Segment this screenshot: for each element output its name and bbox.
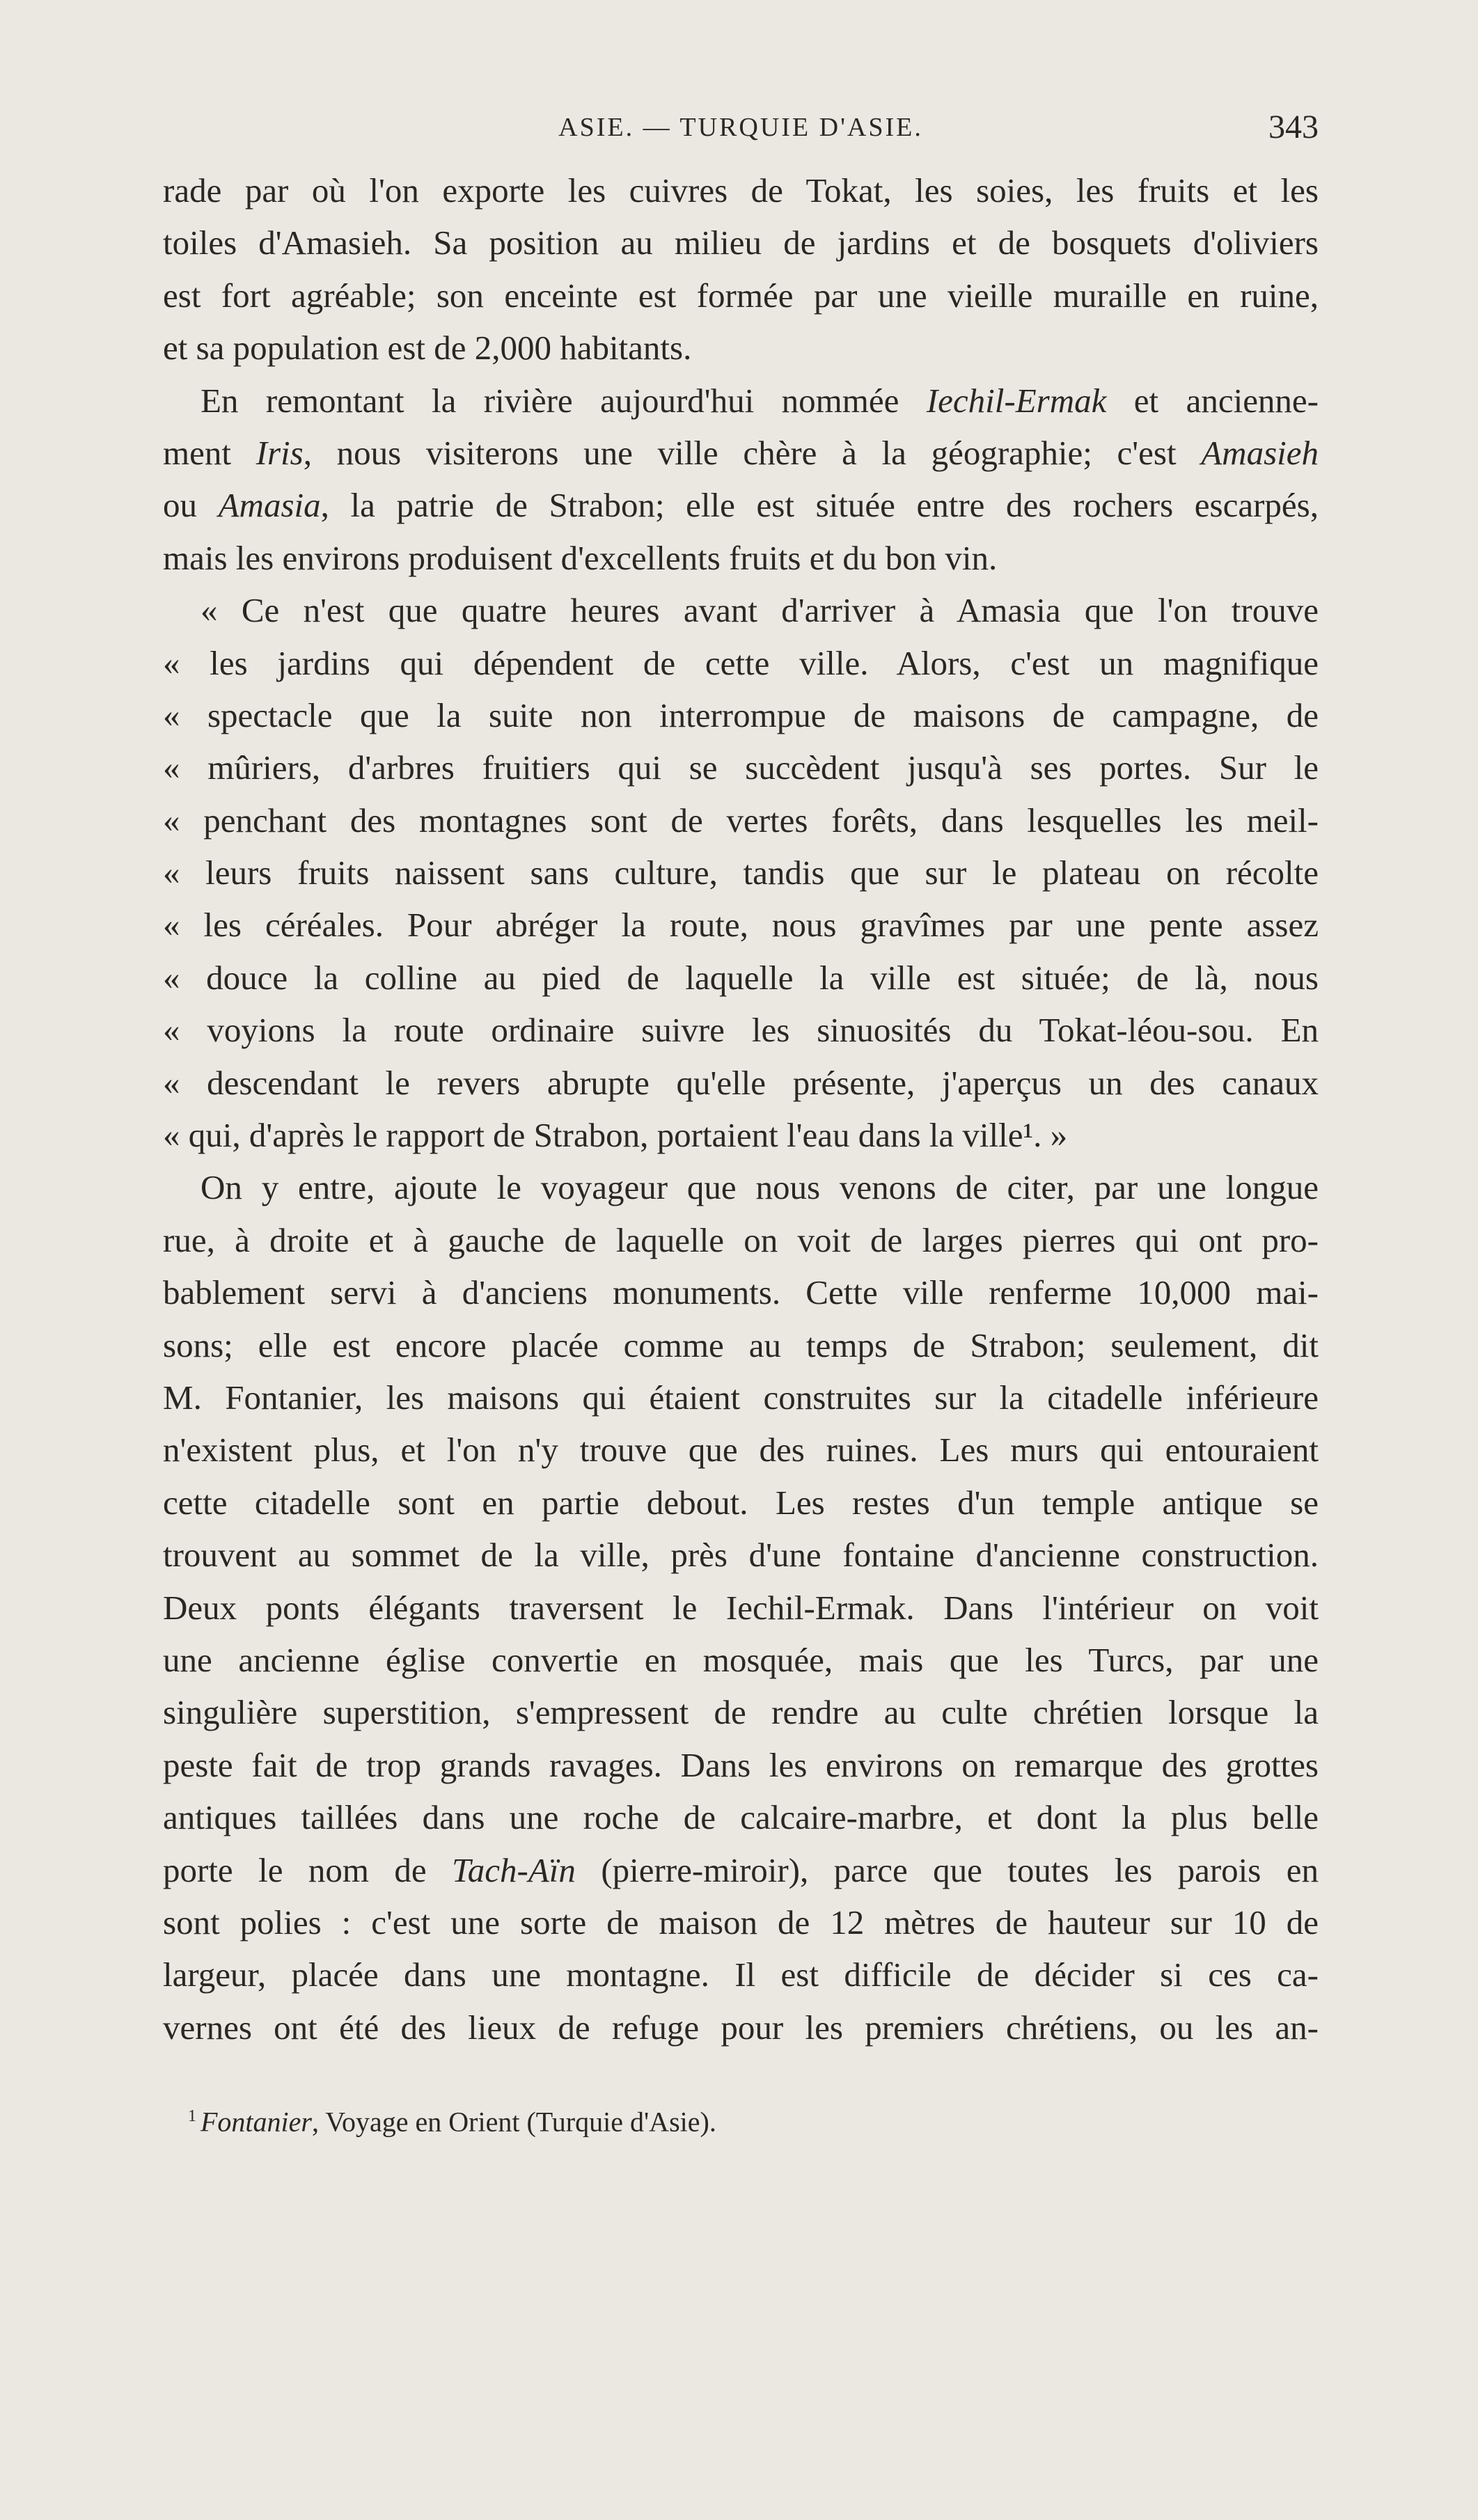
text-line: et sa population est de 2,000 habitants. — [163, 329, 692, 368]
text-line: M. Fontanier, les maisons qui étaient construites sur la citadelle inférieure — [163, 1378, 1319, 1417]
running-title: ASIE. — TURQUIE D'ASIE. — [558, 113, 923, 142]
text-line: Deux ponts élégants traversent le Iechil-Ermak. Dans l'intérieur on voit — [163, 1588, 1319, 1627]
text-line: peste fait de trop grands ravages. Dans les environs on remarque des grottes — [163, 1745, 1319, 1784]
text-line: cette citadelle sont en partie debout. Les restes d'un temple antique se — [163, 1483, 1319, 1522]
place-name: Iris — [255, 433, 304, 472]
text-line: mais les environs produisent d'excellents fruits et du bon vin. — [163, 538, 998, 577]
text-line — [163, 375, 1319, 427]
text-run: porte le nom de — [163, 1850, 453, 1889]
text-line: rade par où l'on exporte les cuivres de Tokat, les soies, les fruits et les — [163, 171, 1319, 210]
quote-line: « descendant le revers abrupte qu'elle présente, j'aperçus un des canaux — [163, 1063, 1319, 1102]
quote-line: « qui, d'après le rapport de Strabon, portaient l'eau dans la ville¹. » — [163, 1116, 1068, 1155]
text-line — [163, 479, 1319, 531]
text-line: sont polies : c'est une sorte de maison de 12 mètres de hauteur sur 10 de — [163, 1903, 1319, 1942]
text-line — [163, 427, 1319, 479]
text-line: bablement servi à d'anciens monuments. Cette ville renferme 10,000 mai- — [163, 1273, 1319, 1312]
quote-line: « les jardins qui dépendent de cette ville. Alors, c'est un magnifique — [163, 643, 1319, 682]
page-header — [163, 103, 1319, 152]
footnote-author: Fontanier — [201, 2106, 312, 2138]
page-number: 343 — [1268, 109, 1319, 145]
text-run: et ancienne- — [1106, 381, 1319, 420]
quote-line: « voyions la route ordinaire suivre les sinuosités du Tokat-léou-sou. En — [163, 1011, 1319, 1050]
text-run: ou — [163, 486, 219, 525]
place-name: Amasia — [218, 486, 321, 525]
text-line: vernes ont été des lieux de refuge pour les premiers chrétiens, ou les an- — [163, 2008, 1319, 2047]
text-run: , nous visiterons une ville chère à la géographie; c'est — [303, 433, 1202, 472]
quote-line: « mûriers, d'arbres fruitiers qui se succèdent jusqu'à ses portes. Sur le — [163, 748, 1319, 787]
text-line: rue, à droite et à gauche de laquelle on voit de larges pierres qui ont pro- — [163, 1220, 1319, 1259]
text-line: une ancienne église convertie en mosquée, mais que les Turcs, par une — [163, 1640, 1319, 1679]
text-line: On y entre, ajoute le voyageur que nous venons de citer, par une longue — [201, 1168, 1319, 1207]
text-line: sons; elle est encore placée comme au temps de Strabon; seulement, dit — [163, 1325, 1319, 1364]
body-text — [163, 164, 1319, 2054]
quote-line: « spectacle que la suite non interrompue de maisons de campagne, de — [163, 695, 1319, 734]
text-run: (pierre-miroir), parce que toutes les parois en — [575, 1850, 1319, 1889]
quote-line: « leurs fruits naissent sans culture, tandis que sur le plateau on récolte — [163, 853, 1319, 892]
quote-line: « douce la colline au pied de laquelle la ville est située; de là, nous — [163, 958, 1319, 997]
text-run: En remontant la rivière aujourd'hui nommée — [201, 381, 927, 420]
footnote-marker: 1 — [188, 2107, 196, 2125]
text-line: antiques taillées dans une roche de calcaire-marbre, et dont la plus belle — [163, 1798, 1319, 1837]
text-line: n'existent plus, et l'on n'y trouve que des ruines. Les murs qui entouraient — [163, 1431, 1319, 1470]
text-line: trouvent au sommet de la ville, près d'une fontaine d'ancienne construction. — [163, 1536, 1319, 1575]
text-run: ment — [163, 433, 256, 472]
text-line: largeur, placée dans une montagne. Il est difficile de décider si ces ca- — [163, 1955, 1319, 1994]
place-name: Tach-Aïn — [452, 1850, 576, 1889]
quote-line: « Ce n'est que quatre heures avant d'arriver à Amasia que l'on trouve — [201, 591, 1319, 630]
text-line: singulière superstition, s'empressent de rendre au culte chrétien lorsque la — [163, 1693, 1319, 1732]
footnote — [188, 2095, 1316, 2143]
footnote-text: , Voyage en Orient (Turquie d'Asie). — [311, 2106, 716, 2138]
text-line: est fort agréable; son enceinte est formée par une vieille muraille en ruine, — [163, 276, 1319, 315]
place-name: Amasieh — [1201, 433, 1319, 472]
text-line — [163, 1844, 1319, 1896]
quote-line: « les céréales. Pour abréger la route, nous gravîmes par une pente assez — [163, 906, 1319, 945]
text-run: , la patrie de Strabon; elle est située entre des rochers escarpés, — [320, 486, 1319, 525]
quote-line: « penchant des montagnes sont de vertes forêts, dans lesquelles les meil- — [163, 801, 1319, 840]
place-name: Iechil-Ermak — [926, 381, 1107, 420]
text-line: toiles d'Amasieh. Sa position au milieu de jardins et de bosquets d'oliviers — [163, 223, 1319, 262]
